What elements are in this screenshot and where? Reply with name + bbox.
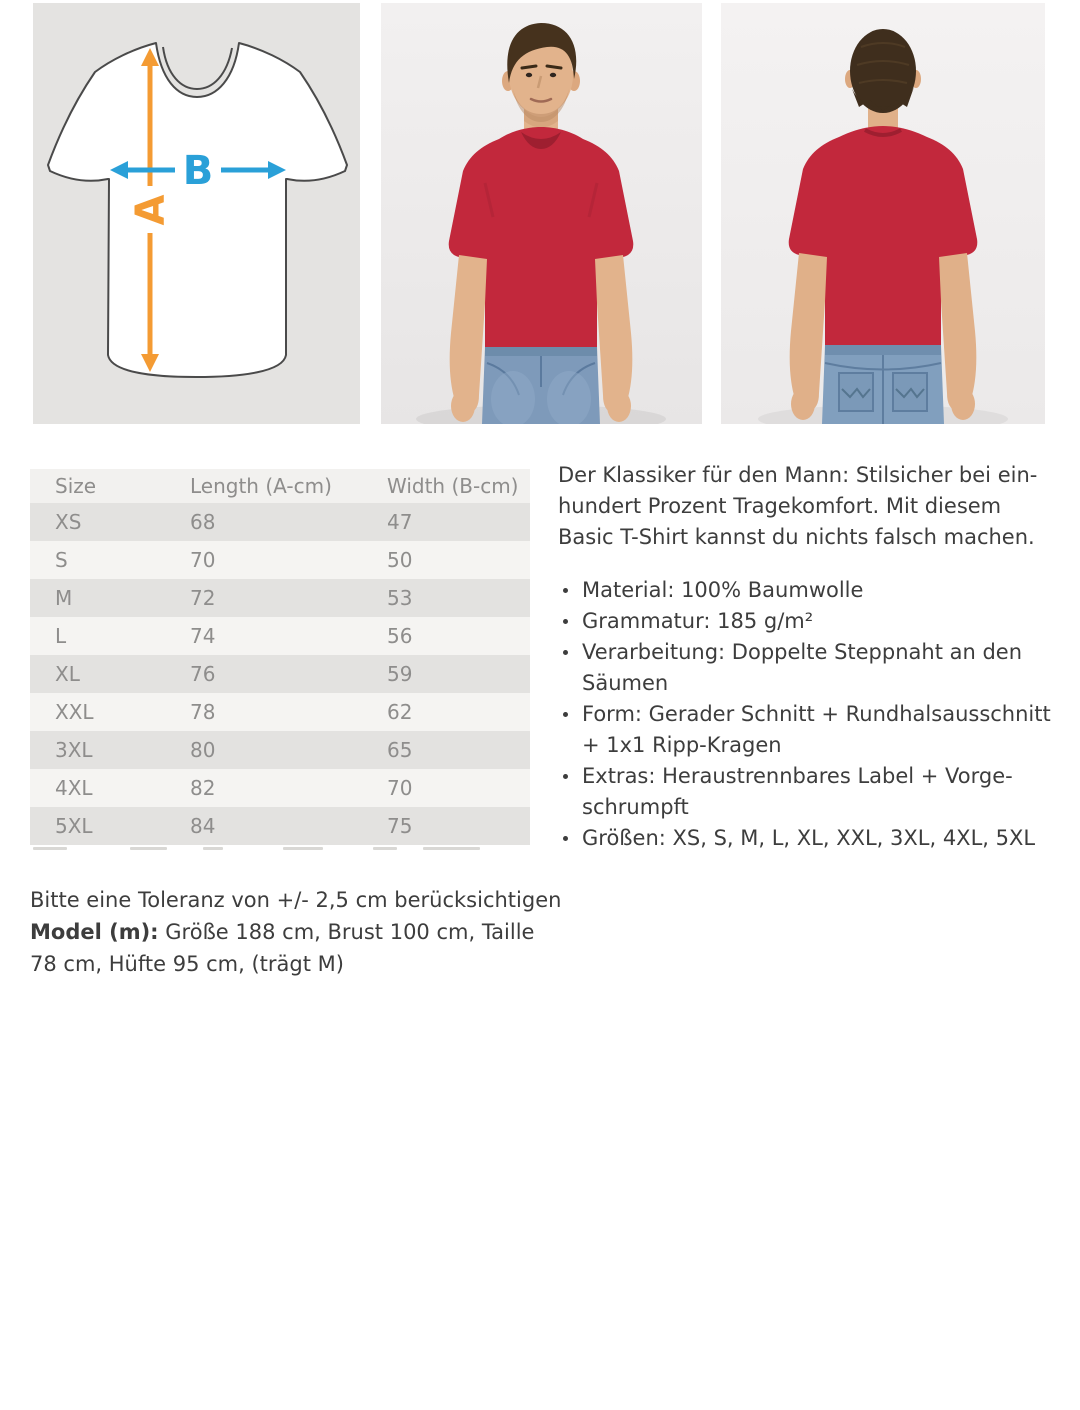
table-cell: 72: [190, 586, 216, 610]
description-intro: [558, 460, 1058, 553]
model-note-line2: 78 cm, Hüfte 95 cm, (trägt M): [30, 952, 344, 976]
table-cell: 56: [387, 624, 413, 648]
bullet-item: [558, 606, 1058, 637]
bullet-line: schrumpft: [582, 795, 689, 819]
bullet-dot-icon: [563, 712, 568, 717]
model-back-illustration: [721, 3, 1045, 424]
table-cell: L: [55, 624, 67, 648]
jeans-back: [822, 345, 944, 424]
bullet-line: Säumen: [582, 671, 669, 695]
column-header: Width (B-cm): [387, 474, 519, 498]
table-cell: 70: [190, 548, 216, 572]
intro-line: hundert Prozent Tragekomfort. Mit diesem: [558, 494, 1002, 518]
table-row: [30, 769, 530, 807]
table-cell: 70: [387, 776, 413, 800]
table-cell: 80: [190, 738, 216, 762]
model-back-photo: [721, 3, 1045, 424]
table-cell: 50: [387, 548, 413, 572]
length-arrow-label: A: [128, 194, 174, 226]
bullet-dot-icon: [563, 774, 568, 779]
table-cell: XS: [55, 510, 82, 534]
column-header: Size: [55, 474, 97, 498]
table-cell: 62: [387, 700, 413, 724]
product-description: [558, 460, 1058, 854]
width-arrow-label: B: [182, 148, 214, 194]
tolerance-note: Bitte eine Toleranz von +/- 2,5 cm berücksichtigen: [30, 888, 562, 912]
bullet-dot-icon: [563, 650, 568, 655]
table-row: [30, 617, 530, 655]
table-cell: 82: [190, 776, 216, 800]
bullet-dot-icon: [563, 588, 568, 593]
measurement-notes: [30, 884, 561, 980]
size-diagram-image: [33, 3, 360, 424]
bullet-item: [558, 637, 1058, 699]
table-cell: 5XL: [55, 814, 93, 838]
table-cell: 3XL: [55, 738, 93, 762]
model-front-illustration: [381, 3, 702, 424]
table-cell: 84: [190, 814, 216, 838]
size-table: [30, 469, 530, 855]
model-info-part1: Größe 188 cm, Brust 100 cm, Taille: [165, 920, 535, 944]
table-cell: 59: [387, 662, 413, 686]
table-row: [30, 807, 530, 845]
table-cell: 47: [387, 510, 413, 534]
intro-line: Basic T-Shirt kannst du nichts falsch machen.: [558, 525, 1035, 549]
tshirt-measure-diagram-icon: [33, 3, 360, 424]
bullet-item: [558, 823, 1058, 854]
table-cutoff-row: [30, 847, 530, 855]
model-note-line1: [30, 916, 561, 948]
table-cell: S: [55, 548, 68, 572]
bullet-line: Form: Gerader Schnitt + Rundhalsausschnitt: [582, 702, 1051, 726]
description-bullets: [558, 575, 1058, 854]
table-row: [30, 693, 530, 731]
table-row: [30, 503, 530, 541]
bullet-line: Material: 100% Baumwolle: [582, 578, 864, 602]
table-cell: 74: [190, 624, 216, 648]
table-cell: 76: [190, 662, 216, 686]
table-cell: XXL: [55, 700, 94, 724]
model-front-photo: [381, 3, 702, 424]
table-row: [30, 579, 530, 617]
jeans-front: [482, 347, 600, 424]
table-cell: 75: [387, 814, 413, 838]
table-row: [30, 731, 530, 769]
table-cell: 68: [190, 510, 216, 534]
table-row: [30, 541, 530, 579]
bullet-line: Extras: Heraustrennbares Label + Vorge-: [582, 764, 1013, 788]
table-cell: 53: [387, 586, 413, 610]
bullet-item: [558, 575, 1058, 606]
bullet-dot-icon: [563, 619, 568, 624]
bullet-item: [558, 761, 1058, 823]
intro-line: Der Klassiker für den Mann: Stilsicher bei ein-: [558, 463, 1038, 487]
bullet-line: Verarbeitung: Doppelte Steppnaht an den: [582, 640, 1023, 664]
bullet-line: Größen: XS, S, M, L, XL, XXL, 3XL, 4XL, 5XL: [582, 826, 1036, 850]
bullet-dot-icon: [563, 836, 568, 841]
bullet-line: Grammatur: 185 g/m²: [582, 609, 814, 633]
table-cell: 4XL: [55, 776, 93, 800]
table-cell: M: [55, 586, 73, 610]
model-label: Model (m):: [30, 920, 159, 944]
table-cell: 78: [190, 700, 216, 724]
table-row: [30, 655, 530, 693]
table-cell: 65: [387, 738, 413, 762]
bullet-item: [558, 699, 1058, 761]
size-table-header: [30, 469, 530, 503]
size-table-body: [30, 503, 530, 845]
bullet-line: + 1x1 Ripp-Kragen: [582, 733, 782, 757]
column-header: Length (A-cm): [190, 474, 332, 498]
table-cell: XL: [55, 662, 80, 686]
